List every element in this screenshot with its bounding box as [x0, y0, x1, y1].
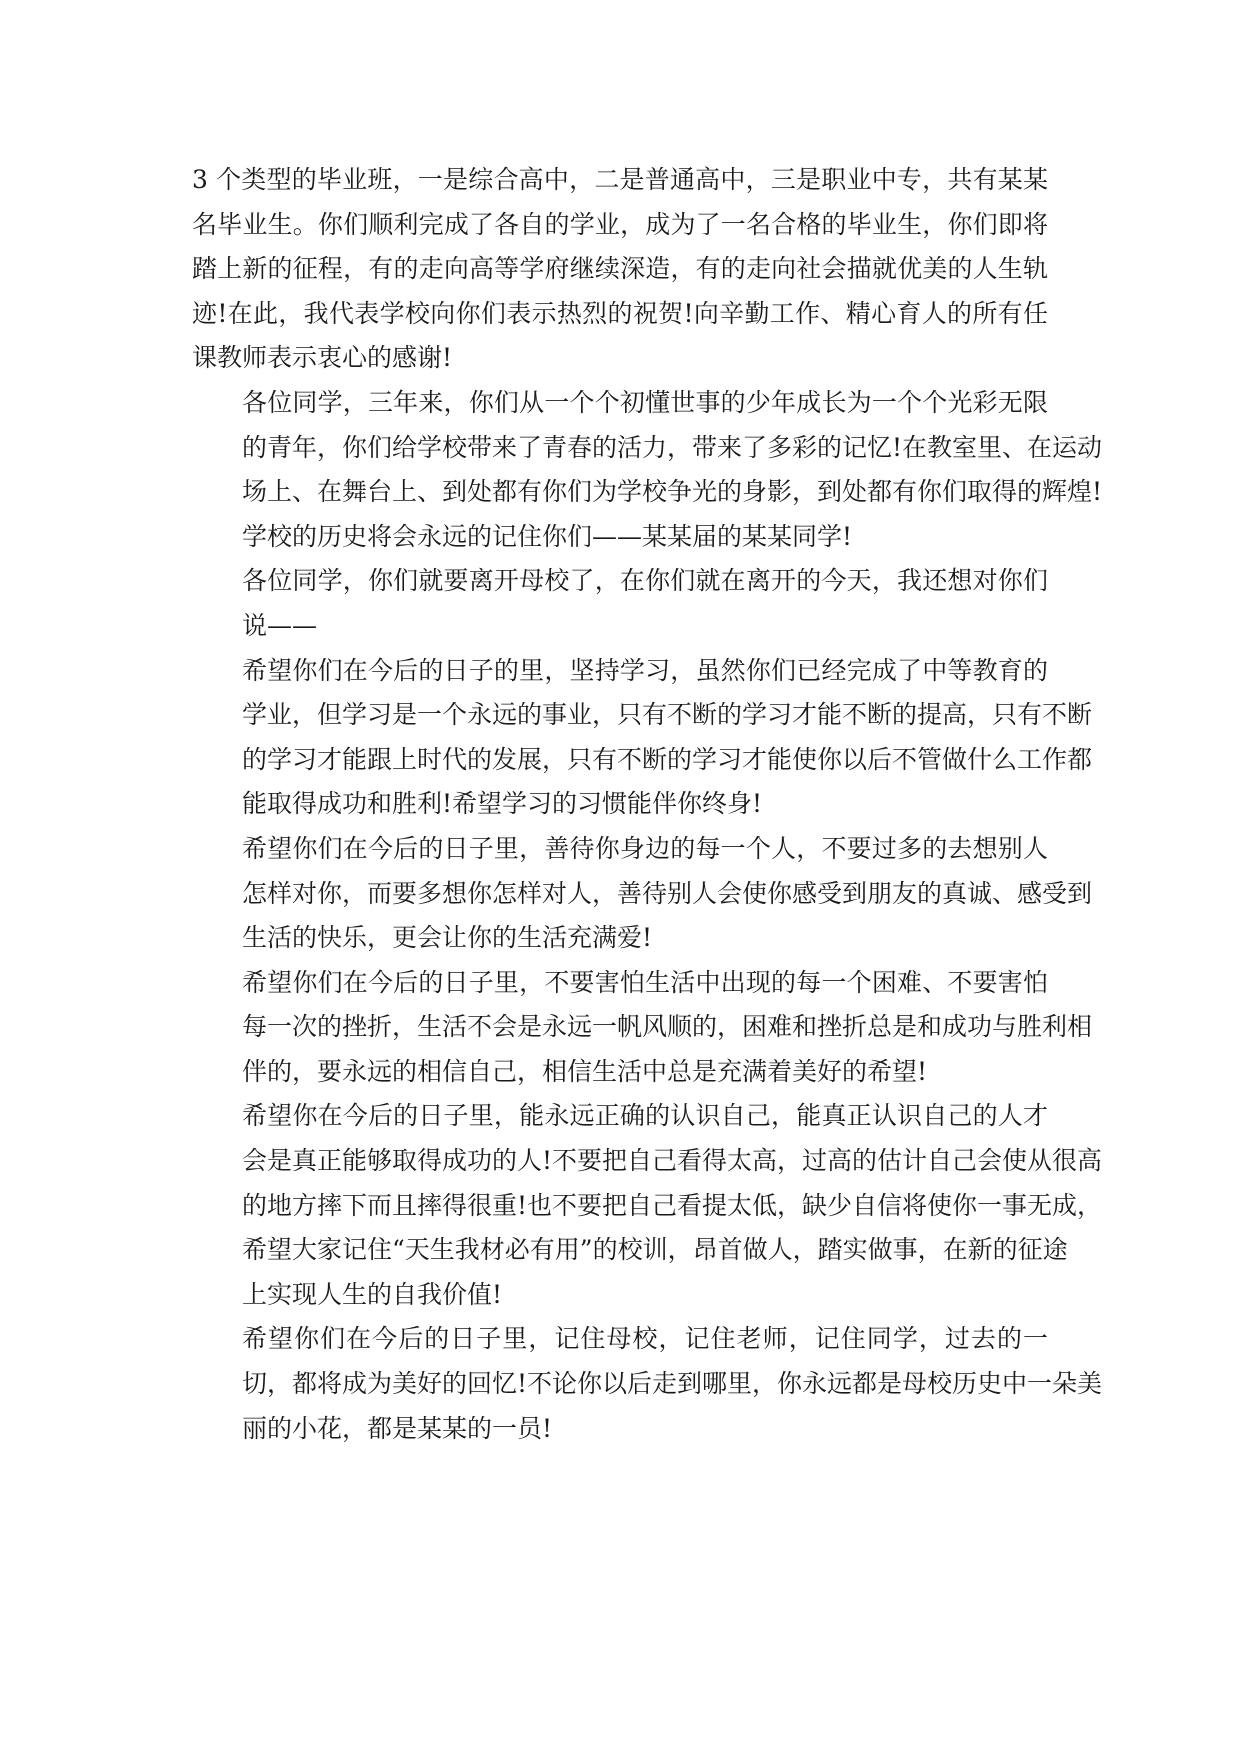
text-line: 学校的历史将会永远的记住你们——某某届的某某同学!: [242, 521, 853, 551]
text-line: 生活的快乐，更会让你的生活充满爱!: [242, 923, 653, 953]
text-line: 会是真正能够取得成功的人!不要把自己看得太高，过高的估计自己会使从很高: [242, 1146, 1103, 1176]
text-line: 踏上新的征程，有的走向高等学府继续深造，有的走向社会描就优美的人生轨: [192, 254, 1048, 284]
paragraph-three-years: [192, 381, 1103, 559]
paragraph-remember-school: [192, 1317, 1103, 1451]
text-line: 希望你们在今后的日子的里，坚持学习，虽然你们已经完成了中等教育的: [242, 655, 1048, 685]
text-line: 课教师表示衷心的感谢!: [192, 343, 453, 373]
text-line: 上实现人生的自我价值!: [242, 1279, 503, 1309]
text-line: 说——: [242, 610, 318, 640]
text-line: 各位同学，你们就要离开母校了，在你们就在离开的今天，我还想对你们: [242, 566, 1048, 596]
text-line: 的地方摔下而且摔得很重!也不要把自己看提太低，缺少自信将使你一事无成，: [242, 1190, 1103, 1220]
paragraph-treat-others: [192, 827, 1093, 961]
text-line: 希望你们在今后的日子里，善待你身边的每一个人，不要过多的去想别人: [242, 833, 1048, 863]
text-line: 各位同学，三年来，你们从一个个初懂世事的少年成长为一个个光彩无限: [242, 387, 1048, 417]
text-line: 能取得成功和胜利!希望学习的习惯能伴你终身!: [242, 789, 763, 819]
text-line: 切，都将成为美好的回忆!不论你以后走到哪里，你永远都是母校历史中一朵美: [242, 1369, 1103, 1399]
text-line: 3 个类型的毕业班，一是综合高中，二是普通高中，三是职业中专，共有某某: [192, 165, 1048, 194]
text-line: 的学习才能跟上时代的发展，只有不断的学习才能使你以后不管做什么工作都: [242, 744, 1093, 774]
document-body: [192, 158, 1103, 1451]
paragraph-keep-learning: [192, 649, 1093, 827]
text-line: 希望你们在今后的日子里，不要害怕生活中出现的每一个困难、不要害怕: [242, 967, 1048, 997]
text-line: 学业，但学习是一个永远的事业，只有不断的学习才能不断的提高，只有不断: [242, 700, 1093, 730]
text-line: 的青年，你们给学校带来了青春的活力，带来了多彩的记忆!在教室里、在运动: [242, 432, 1103, 462]
paragraph-face-difficulties: [192, 961, 1093, 1095]
text-line: 名毕业生。你们顺利完成了各自的学业，成为了一名合格的毕业生，你们即将: [192, 209, 1048, 239]
text-line: 丽的小花，都是某某的一员!: [242, 1413, 553, 1443]
text-line: 希望大家记住“天生我材必有用”的校训，昂首做人，踏实做事，在新的征途: [242, 1235, 1068, 1265]
text-line: 伴的，要永远的相信自己，相信生活中总是充满着美好的希望!: [242, 1056, 928, 1086]
text-line: 希望你在今后的日子里，能永远正确的认识自己，能真正认识自己的人才: [242, 1101, 1048, 1131]
text-line: 希望你们在今后的日子里，记住母校，记住老师，记住同学，过去的一: [242, 1324, 1048, 1354]
paragraph-graduating-classes: [192, 158, 1048, 381]
text-line: 迹!在此，我代表学校向你们表示热烈的祝贺!向辛勤工作、精心育人的所有任: [192, 298, 1048, 328]
text-line: 每一次的挫折，生活不会是永远一帆风顺的，困难和挫折总是和成功与胜利相: [242, 1012, 1093, 1042]
paragraph-leaving-school: [192, 559, 1048, 648]
text-line: 场上、在舞台上、到处都有你们为学校争光的身影，到处都有你们取得的辉煌!: [242, 477, 1103, 507]
paragraph-know-yourself: [192, 1094, 1103, 1317]
text-line: 怎样对你，而要多想你怎样对人，善待别人会使你感受到朋友的真诚、感受到: [242, 878, 1093, 908]
